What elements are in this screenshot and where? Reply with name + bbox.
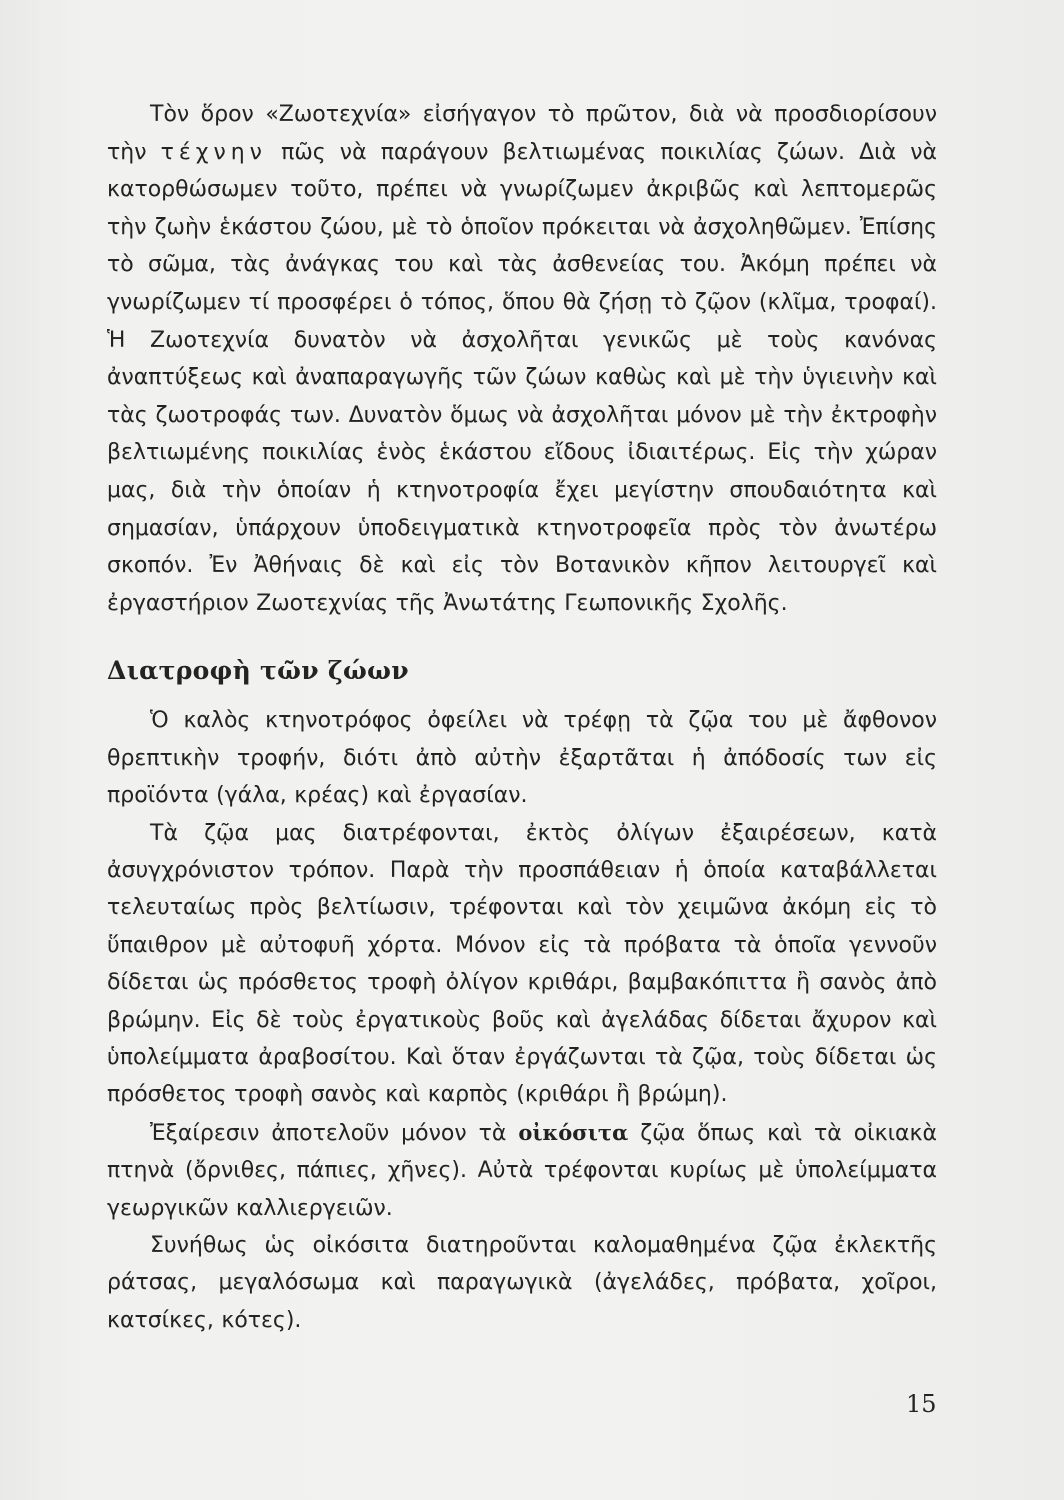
section-paragraph-3 bbox=[107, 1114, 937, 1227]
section-paragraph-1: Ὁ καλὸς κτηνοτρόφος ὀφείλει νὰ τρέφῃ τὰ ζῷα του μὲ ἄφθονον θρεπτικὴν τροφήν, διότι ἀπὸ αὐτὴν ἐξαρτᾶται ἡ ἀπόδοσίς των εἰς προϊόντα (γάλα, κρέας) καὶ ἐργασίαν. bbox=[107, 708, 937, 809]
section-paragraph-4: Συνήθως ὡς οἰκόσιτα διατηροῦνται καλομαθημένα ζῷα ἐκλεκτῆς ράτσας, μεγαλόσωμα καὶ παραγωγικὰ (ἀγελάδες, πρόβατα, χοῖροι, κατσίκες, κότες). bbox=[107, 1233, 937, 1333]
intro-text-start: Τὸν ὅρον «Ζωοτεχνία» εἰσήγαγον τὸ πρῶτον, διὰ νὰ προσδιορίσουν τὴν bbox=[107, 102, 937, 165]
paragraph-3-rest: ζῷα ὅπως καὶ τὰ οἰκιακὰ πτηνὰ (ὄρνιθες, πάπιες, χῆνες). Αὐτὰ τρέφονται κυρίως μὲ ὑπολείμματα γεωργικῶν καλλιεργειῶν. bbox=[107, 1120, 937, 1221]
emphasized-word: τέχνην bbox=[160, 139, 267, 165]
section-paragraph-2: Τὰ ζῷα μας διατρέφονται, ἐκτὸς ὀλίγων ἐξαιρέσεων, κατὰ ἀσυγχρόνιστον τρόπον. Παρὰ τὴν προσπάθειαν ἡ ὁποία καταβάλλεται τελευταίως πρὸς βελτίωσιν, τρέφονται καὶ τὸν χειμῶνα ἀκόμη εἰς τὸ ὕπαιθρον μὲ αὐτοφυῆ χόρτα. Μόνον εἰς τὰ πρόβατα τὰ ὁποῖα γεννοῦν δίδεται ὡς πρόσθετος τροφὴ ὀλίγον κριθάρι, βαμβακόπιττα ἢ σανὸς ἀπὸ βρώμην. Εἰς δὲ τοὺς ἐργατικοὺς βοῦς καὶ ἀγελάδας δίδεται ἄχυρον καὶ ὑπολείμματα ἀραβοσίτου. Καὶ ὅταν ἐργάζωνται τὰ ζῷα, τοὺς δίδεται ὡς πρόσθετος τροφὴ σανὸς καὶ καρπὸς (κριθάρι ἢ βρώμη). bbox=[107, 820, 937, 1108]
paragraph-3-start: Ἐξαίρεσιν ἀποτελοῦν μόνον τὰ bbox=[150, 1120, 519, 1146]
page-number: 15 bbox=[906, 1390, 937, 1418]
section-heading: Διατροφὴ τῶν ζώων bbox=[107, 656, 409, 686]
page-body bbox=[107, 96, 937, 1339]
intro-paragraph bbox=[107, 96, 937, 622]
bold-term: οἰκόσιτα bbox=[518, 1119, 629, 1145]
intro-text-rest: πῶς νὰ παράγουν βελτιωμένας ποικιλίας ζώων. Διὰ νὰ κατορθώσωμεν τοῦτο, πρέπει νὰ γνωρίζωμεν ἀκριβῶς καὶ λεπτομερῶς τὴν ζωὴν ἑκάστου ζώου, μὲ τὸ ὁποῖον πρόκειται νὰ ἀσχοληθῶμεν. Ἐπίσης τὸ σῶμα, τὰς ἀνάγκας του καὶ τὰς ἀσθενείας του. Ἀκόμη πρέπει νὰ γνωρίζωμεν τί προσφέρει ὁ τόπος, ὅπου θὰ ζήσῃ τὸ ζῷον (κλῖμα, τροφαί). Ἡ Ζωοτεχνία δυνατὸν νὰ ἀσχολῆται γενικῶς μὲ τοὺς κανόνας ἀναπτύξεως καὶ ἀναπαραγωγῆς τῶν ζώων καθὼς καὶ μὲ τὴν ὑγιεινὴν καὶ τὰς ζωοτροφάς των. Δυνατὸν ὅμως νὰ ἀσχολῆται μόνον μὲ τὴν ἐκτροφὴν βελτιωμένης ποικιλίας ἑνὸς ἑκάστου εἴδους ἰδιαιτέρως. Εἰς τὴν χώραν μας, διὰ τὴν ὁποίαν ἡ κτηνοτροφία ἔχει μεγίστην σπουδαιότητα καὶ σημασίαν, ὑπάρχουν ὑποδειγματικὰ κτηνοτροφεῖα πρὸς τὸν ἀνωτέρω σκοπόν. Ἐν Ἀθήναις δὲ καὶ εἰς τὸν Βοτανικὸν κῆπον λειτουργεῖ καὶ ἐργαστήριον Ζωοτεχνίας τῆς Ἀνωτάτης Γεωπονικῆς Σχολῆς. bbox=[107, 139, 937, 616]
